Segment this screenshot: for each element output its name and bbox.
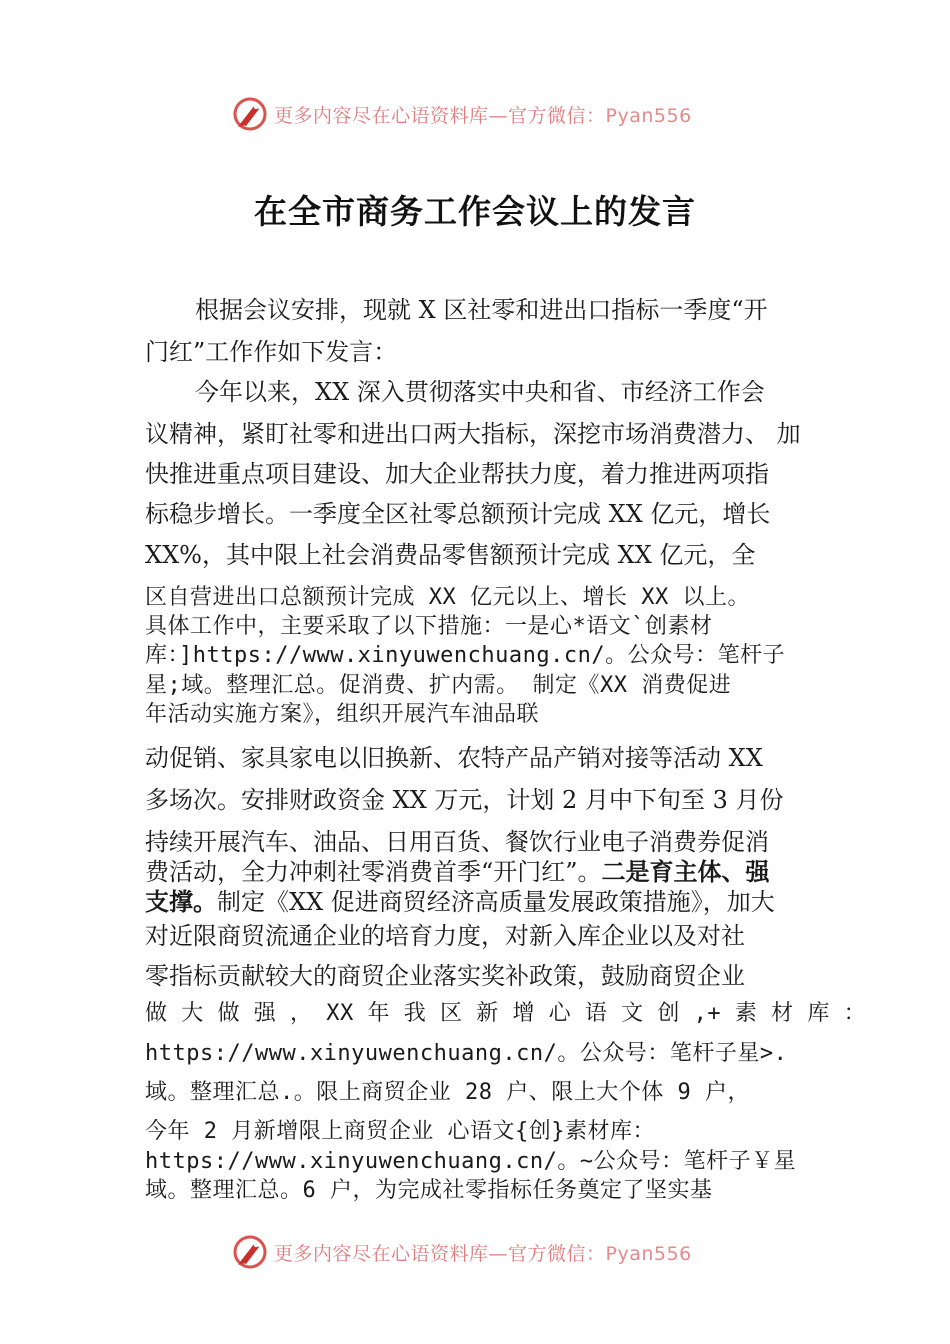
text-line: 对近限商贸流通企业的培育力度，对新入库企业以及对社 bbox=[145, 922, 745, 950]
text-line: XX%，其中限上社会消费品零售额预计完成 XX 亿元，全 bbox=[145, 541, 756, 569]
text-line: 星;域。整理汇总。促消费、扩内需。 制定《XX 消费促进 bbox=[145, 673, 732, 698]
text-line: 库：]https://www.xinyuwenchuang.cn/。公众号：笔杆子 bbox=[145, 643, 786, 668]
text-line: 域。整理汇总。6 户，为完成社零指标任务奠定了坚实基 bbox=[145, 1178, 713, 1203]
pen-nib-logo-icon bbox=[232, 96, 268, 132]
text-line: https://www.xinyuwenchuang.cn/。公众号：笔杆子星>. bbox=[145, 1041, 788, 1066]
text-line: 域。整理汇总.。限上商贸企业 28 户、限上大个体 9 户， bbox=[145, 1080, 750, 1105]
text-line: 做 大 做 强 ， XX 年 我 区 新 增 心 语 文 创 ,+ 素 材 库 ： bbox=[145, 1001, 867, 1026]
text-line: 议精神，紧盯社零和进出口两大指标，深挖市场消费潜力、 加 bbox=[145, 420, 801, 448]
banner-text: 更多内容尽在心语资料库—官方微信：Pyan556 bbox=[274, 104, 692, 127]
text-line: 零指标贡献较大的商贸企业落实奖补政策，鼓励商贸企业 bbox=[145, 962, 745, 990]
bold-heading-segment: 支撑。 bbox=[145, 888, 217, 916]
document-title: 在全市商务工作会议上的发言 bbox=[254, 192, 696, 231]
text-segment: 制定《XX 促进商贸经济高质量发展政策措施》，加大 bbox=[217, 888, 775, 916]
banner-handle: Pyan556 bbox=[605, 104, 692, 127]
header-watermark-banner bbox=[232, 94, 692, 134]
text-line: 今年以来，XX 深入贯彻落实中央和省、市经济工作会 bbox=[195, 378, 765, 406]
footer-watermark-banner bbox=[232, 1232, 692, 1272]
text-line: 快推进重点项目建设、加大企业帮扶力度，着力推进两项指 bbox=[145, 460, 769, 488]
text-line: 门红”工作作如下发言： bbox=[145, 338, 398, 366]
text-line: 动促销、家具家电以旧换新、农特产品产销对接等活动 XX bbox=[145, 744, 763, 772]
text-line: 区自营进出口总额预计完成 XX 亿元以上、增长 XX 以上。 bbox=[145, 585, 750, 610]
text-line: 今年 2 月新增限上商贸企业 心语文{创}素材库： bbox=[145, 1119, 655, 1144]
text-line: 持续开展汽车、油品、日用百货、餐饮行业电子消费券促消 bbox=[145, 828, 769, 856]
text-line: https://www.xinyuwenchuang.cn/。~公众号：笔杆子￥星 bbox=[145, 1149, 797, 1174]
text-line: 多场次。安排财政资金 XX 万元，计划 2 月中下旬至 3 月份 bbox=[145, 786, 784, 814]
pen-nib-logo-icon bbox=[232, 1234, 268, 1270]
text-line: 根据会议安排，现就 X 区社零和进出口指标一季度“开 bbox=[195, 296, 768, 324]
banner-handle: Pyan556 bbox=[605, 1242, 692, 1265]
banner-text: 更多内容尽在心语资料库—官方微信：Pyan556 bbox=[274, 1242, 692, 1265]
text-line: 具体工作中，主要采取了以下措施：一是心*语文`创素材 bbox=[145, 614, 713, 639]
text-line bbox=[145, 882, 775, 917]
text-segment: 费活动，全力冲刺社零消费首季“开门红”。 bbox=[145, 858, 602, 886]
text-line: 年活动实施方案》，组织开展汽车油品联 bbox=[145, 702, 540, 727]
text-line: 标稳步增长。一季度全区社零总额预计完成 XX 亿元，增长 bbox=[145, 500, 771, 528]
bold-heading-segment: 二是育主体、强 bbox=[601, 858, 770, 886]
